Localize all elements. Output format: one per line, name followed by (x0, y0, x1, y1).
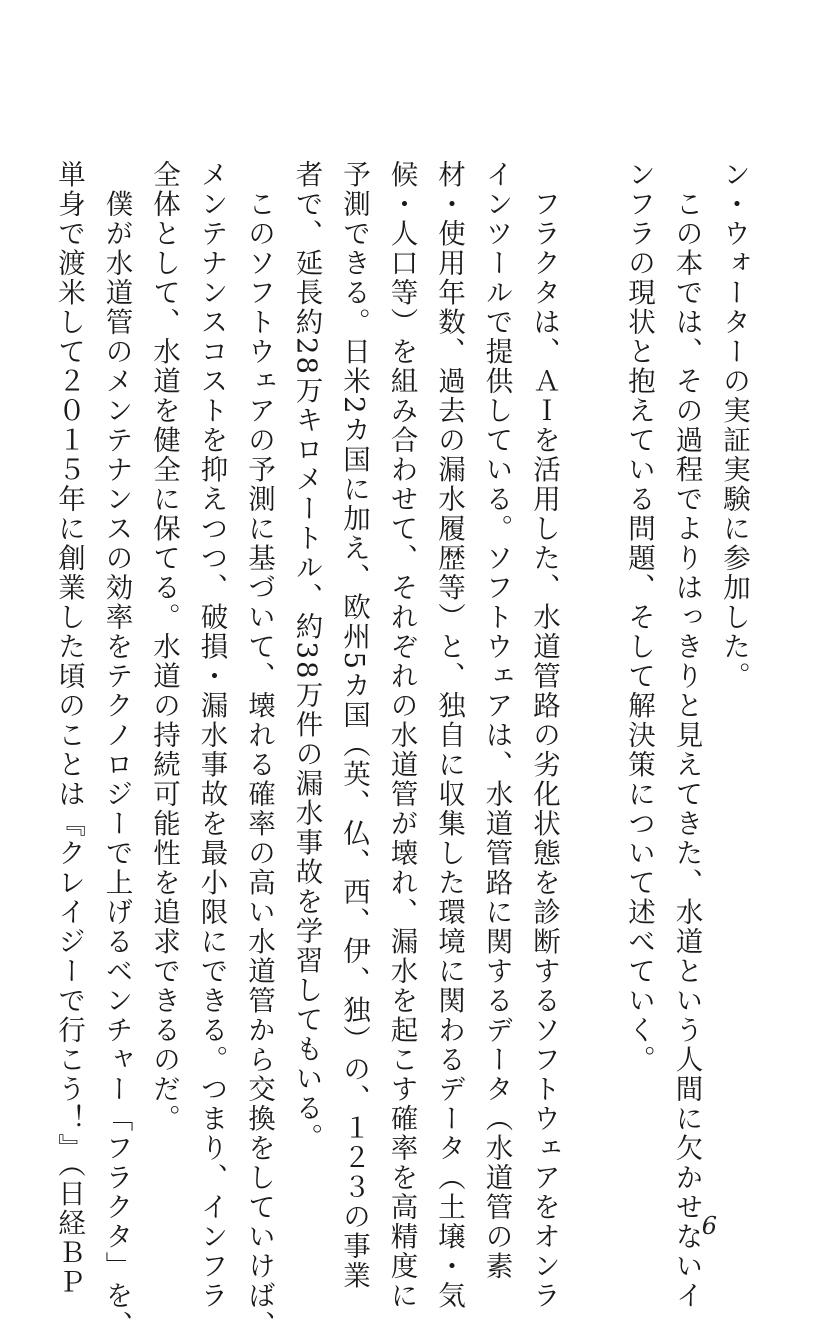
text-line: メンテナンスコストを抑えつつ、破損・漏水事故を最小限にできる。つまり、インフラ (195, 160, 228, 1311)
text-line: 全体として、水道を健全に保てる。水道の持続可能性を追求できるのだ。 (148, 160, 180, 1134)
text-line: 予測できる。日米2カ国に加え、欧州5カ国（英、仏、西、伊、独）の、１２３の事業 (338, 160, 370, 1291)
text-line: ン・ウォーターの実証実験に参加した。 (718, 160, 750, 691)
text-line: 僕が水道管のメンテナンスの効率をテクノロジーで上げるベンチャー「フラクタ」を、 (100, 160, 133, 1340)
text-line: インツールで提供している。ソフトウェアは、水道管路に関するデータ（水道管の素 (480, 160, 513, 1281)
text-line: フラクタは、ＡＩを活用した、水道管路の劣化状態を診断するソフトウェアをオンラ (528, 160, 560, 1311)
text-line: ンフラの現状と抱えている問題、そして解決策について述べていく。 (623, 160, 655, 1075)
text-line: 者で、延長約28万キロメートル、約38万件の漏水事故を学習してもいる。 (290, 160, 323, 1153)
text-line: 候・人口等）を組み合わせて、それぞれの水道管が壊れ、漏水を起こす確率を高精度に (385, 160, 418, 1311)
text-line: 単身で渡米して２０１５年に創業した頃のことは『クレイジーで行こう！』（日経ＢＰ (53, 160, 85, 1297)
paragraph-gap (567, 160, 615, 1200)
text-line: 材・使用年数、過去の漏水履歴等）と、独自に収集した環境に関わるデータ（土壌・気 (433, 160, 465, 1311)
text-line: この本では、その過程でよりはっきりと見えてきた、水道という人間に欠かせないイ (670, 160, 703, 1311)
page-number: 6 (701, 1212, 717, 1240)
text-line: このソフトウェアの予測に基づいて、壊れる確率の高い水道管から交換をしていけば、 (243, 160, 275, 1340)
vertical-text-body (53, 160, 757, 1340)
